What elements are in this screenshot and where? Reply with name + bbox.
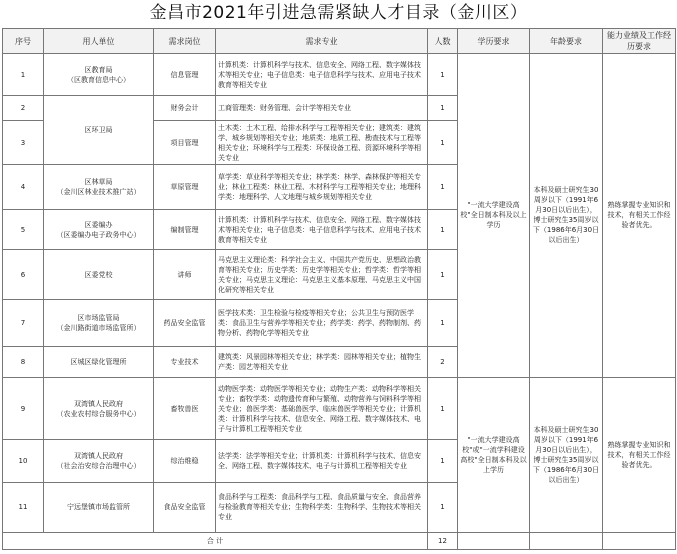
row-no: 4 [3,164,44,209]
row-unit: 双湾镇人民政府 （社会治安综合治理中心） [44,440,154,482]
header-count: 人数 [428,29,458,54]
age-requirement: 本科及硕士研究生30周岁以下（1991年6月30日以后出生），博士研究生35周岁以下（1986年6月30日以后出生） [530,377,603,532]
row-unit: 区市场监管局 （金川路街道市场监管所） [44,300,154,346]
row-count: 1 [428,377,458,439]
header-unit: 用人单位 [44,29,154,54]
row-major: 动物医学类：动物医学等相关专业；动物生产类：动物科学等相关专业；畜牧学类：动物遗传育种与繁殖、动物营养与饲料科学等相关专业；兽医学类：基础兽医学、临床兽医学等相关专业；计算机类：计算机科学与技术、信息安全、网络工程、数字媒体技术、电子与计算机工程等相关专业 [216,377,428,439]
row-unit: 区林草局 （金川区林业技术推广站） [44,164,154,209]
row-post: 财务会计 [154,96,216,121]
header-row [3,29,676,54]
row-unit: 宁远堡镇市场监管所 [44,482,154,532]
row-count: 1 [428,164,458,209]
total-empty-cell [603,532,676,549]
row-post: 草原管理 [154,164,216,209]
row-no: 6 [3,250,44,300]
total-count: 12 [428,532,458,549]
page-title: 金昌市2021年引进急需紧缺人才目录（金川区） [149,3,528,23]
total-row [3,532,676,549]
table-row [3,377,676,439]
row-no: 7 [3,300,44,346]
row-no: 3 [3,121,44,164]
row-post: 讲师 [154,250,216,300]
header-post: 需求岗位 [154,29,216,54]
row-major: 建筑类：风景园林等相关专业；林学类：园林等相关专业；植物生产类：园艺等相关专业 [216,346,428,377]
row-major: 工商管理类：财务管理、会计学等相关专业 [216,96,428,121]
row-major: 草学类：草业科学等相关专业；林学类：林学、森林保护等相关专业；林业工程类：林业工程、木材科学与工程等相关专业；地理科学类：地理科学、人文地理与城乡规划等相关专业 [216,164,428,209]
row-post: 食品安全监管 [154,482,216,532]
row-no: 8 [3,346,44,377]
row-post: 畜牧兽医 [154,377,216,439]
row-count: 1 [428,54,458,96]
row-no: 5 [3,209,44,249]
header-experience: 能力业绩及工作经历要求 [603,29,676,54]
total-empty-cell [458,532,530,549]
row-post: 综治维稳 [154,440,216,482]
row-count: 1 [428,209,458,249]
row-no: 2 [3,96,44,121]
header-education: 学历要求 [458,29,530,54]
row-no: 1 [3,54,44,96]
row-post: 信息管理 [154,54,216,96]
row-unit: 区教育局 （区教育信息中心） [44,54,154,96]
age-requirement: 本科及硕士研究生30周岁以下（1991年6月30日以后出生），博士研究生35周岁以下（1986年6月30日以后出生） [530,54,603,378]
row-no: 11 [3,482,44,532]
row-count: 1 [428,250,458,300]
row-major: 计算机类：计算机科学与技术、信息安全、网络工程、数字媒体技术等相关专业；电子信息类：电子信息科学与技术、应用电子技术教育等相关专业 [216,209,428,249]
row-unit: 区城区绿化管理所 [44,346,154,377]
experience-requirement: 熟练掌握专业知识和技术，有相关工作经验者优先。 [603,54,676,378]
row-post: 专业技术 [154,346,216,377]
row-no: 9 [3,377,44,439]
header-no: 序号 [3,29,44,54]
education-requirement: "一流大学建设高校"全日制本科及以上学历 [458,54,530,378]
row-unit: 区委党校 [44,250,154,300]
talent-table [2,28,676,550]
row-count: 1 [428,440,458,482]
row-post: 编制管理 [154,209,216,249]
header-age: 年龄要求 [530,29,603,54]
row-major: 计算机类：计算机科学与技术、信息安全、网络工程、数字媒体技术等相关专业；电子信息类：电子信息科学与技术、应用电子技术教育等相关专业 [216,54,428,96]
row-major: 医学技术类：卫生检验与检疫等相关专业；公共卫生与预防医学类：食品卫生与营养学等相关专业；药学类：药学、药物制剂、药物分析、药物化学等相关专业 [216,300,428,346]
row-count: 1 [428,482,458,532]
row-count: 2 [428,346,458,377]
row-unit: 双湾镇人民政府 （农业农村综合服务中心） [44,377,154,439]
header-major: 需求专业 [216,29,428,54]
row-count: 1 [428,96,458,121]
row-major: 土木类：土木工程、给排水科学与工程等相关专业；建筑类：建筑学、城乡规划等相关专业；地质类：地质工程、勘查技术与工程等相关专业；环境科学与工程类：环保设备工程、资源环境科学等相关专业 [216,121,428,164]
row-post: 药品安全监管 [154,300,216,346]
row-count: 1 [428,300,458,346]
total-empty-cell [530,532,603,549]
experience-requirement: 熟练掌握专业知识和技术，有相关工作经验者优先。 [603,377,676,532]
row-unit: 区环卫局 [44,96,154,164]
total-label: 合 计 [3,532,428,549]
row-no: 10 [3,440,44,482]
education-requirement: "一流大学建设高校"或"一流学科建设高校"全日制本科及以上学历 [458,377,530,532]
row-unit: 区委编办 （区委编办电子政务中心） [44,209,154,249]
row-major: 法学类：法学等相关专业；计算机类：计算机科学与技术、信息安全、网络工程、数字媒体技术、电子与计算机工程等相关专业 [216,440,428,482]
row-count: 1 [428,121,458,164]
row-post: 项目管理 [154,121,216,164]
table-row [3,54,676,96]
row-major: 食品科学与工程类：食品科学与工程、食品质量与安全、食品营养与检验教育等相关专业；生物科学类：生物科学、生物技术等相关专业 [216,482,428,532]
row-major: 马克思主义理论类：科学社会主义、中国共产党历史、思想政治教育等相关专业；历史学类：历史学等相关专业；哲学类：哲学等相关专业；马克思主义理论：马克思主义基本原理、马克思主义中国化研究等相关专业 [216,250,428,300]
